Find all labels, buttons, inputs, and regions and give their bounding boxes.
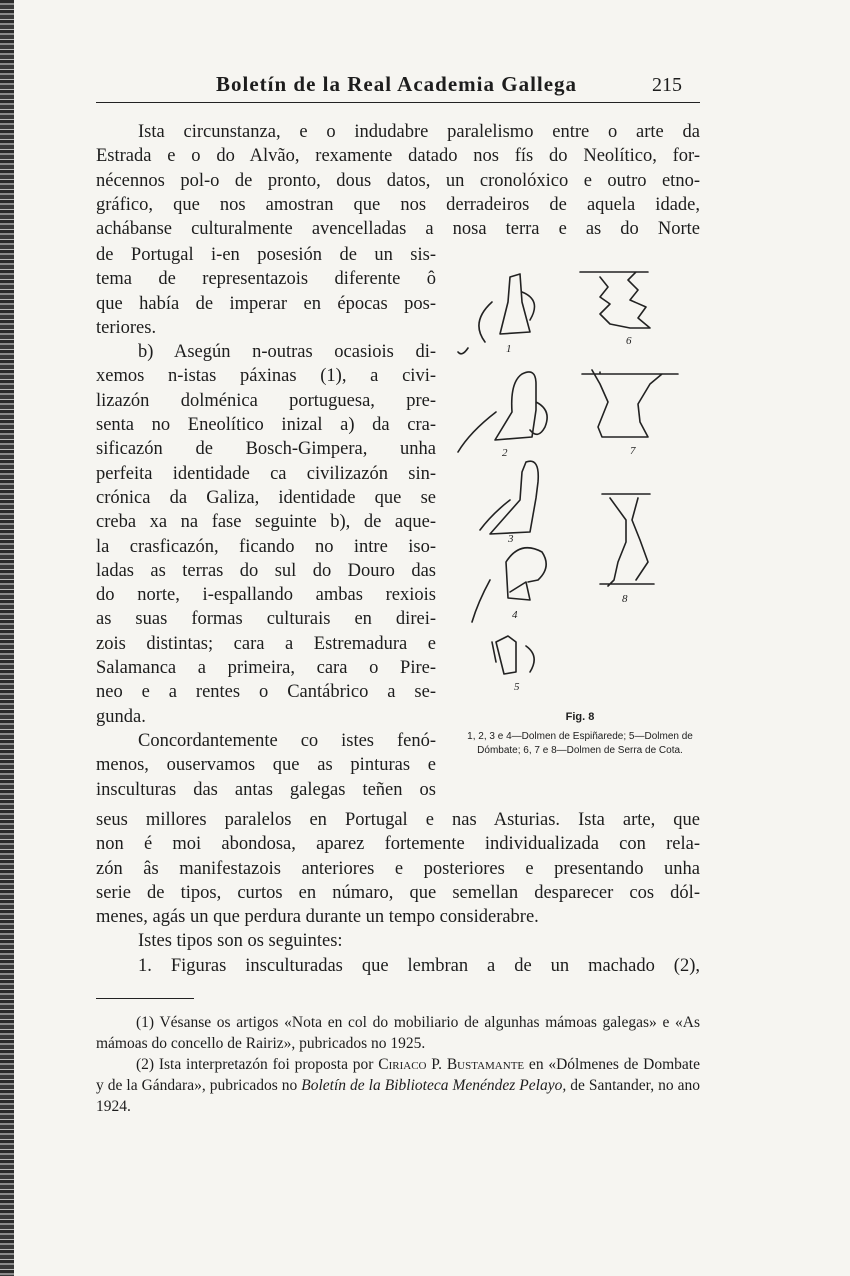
engraving-2: [458, 372, 547, 452]
text-line: 1. Figuras insculturadas que lembran a de un machado (2),: [138, 955, 700, 976]
text-line: ladas as terras do sul do Douro das: [96, 560, 436, 581]
text-line: b) Asegún n-outras ocasiois di-: [138, 342, 436, 363]
text-line: crónica da Galiza, identidade que se: [96, 487, 436, 508]
figure-number: 4: [512, 609, 518, 621]
figure-number: 5: [514, 681, 520, 693]
text-line: Estrada e o do Alvão, rexamente datado nos fís do Neolítico, for-: [96, 146, 700, 167]
footnote-2-text: en «Dólmenes de Dombate y de la Gándara», pubricados no: [96, 1056, 700, 1094]
text-line: zón âs manifestazois anteriores e posteriores e presentando unha: [96, 858, 700, 879]
running-header: [96, 70, 700, 106]
engraving-6: [580, 272, 650, 328]
text-line: perfeita identidade ca civilizazón sin-: [96, 463, 436, 484]
text-line: insculturas das antas galegas teñen os: [96, 779, 436, 800]
engraving-3: [480, 461, 538, 534]
text-line: menos, ouservamos que as pinturas e: [96, 755, 436, 776]
footnote-2-author: Ciriaco P. Bustamante: [378, 1056, 525, 1073]
text-line: tema de representazois diferente ô: [96, 269, 436, 290]
figure-number: 2: [502, 447, 508, 459]
figure-number: 7: [630, 445, 636, 457]
text-line: lizazón dolménica portuguesa, pre-: [96, 390, 436, 411]
body-text-column: [96, 243, 436, 802]
page-number: 215: [652, 74, 682, 96]
text-line: de Portugal i-en posesión de un sis-: [96, 245, 436, 265]
figure-caption-text: 1, 2, 3 e 4—Dolmen de Espiñarede; 5—Dolmen de Dómbate; 6, 7 e 8—Dolmen de Serra de Cota.: [467, 731, 693, 756]
footnote-1: (1) Vésanse os artigos «Nota en col do mobiliario de algunhas mámoas galegas» e «As mámoas do concello de Rairiz», pubricados no 1925.: [96, 1014, 700, 1052]
text-line: la crasficazón, ficando no intre iso-: [96, 536, 436, 557]
text-line: as suas formas culturais en direi-: [96, 609, 436, 630]
book-spine-edge: [0, 0, 14, 1276]
footnote-2-text: de Santander, no ano 1924.: [96, 1077, 700, 1115]
text-line: neo e a rentes o Cantábrico a se-: [96, 682, 436, 703]
figure-number: 1: [506, 343, 512, 355]
text-line: senta no Eneolítico inizal a) da cra-: [96, 415, 436, 436]
text-line: Ista circunstanza, e o indudabre paralelismo entre o arte da: [138, 122, 700, 142]
text-line: Concordantemente co istes fenó-: [138, 730, 436, 751]
figure-caption: [448, 710, 712, 758]
text-line: que había de imperar en épocas pos-: [96, 293, 436, 314]
figure-number: 8: [622, 593, 628, 605]
engraving-4: [472, 548, 546, 622]
text-line: creba xa na fase seguinte b), de aque-: [96, 512, 436, 533]
figure-label: Fig. 8: [565, 711, 595, 723]
engraving-5: [492, 636, 534, 674]
footnote-2: [96, 1054, 700, 1117]
footnote-2-text: (2) Ista interpretazón foi proposta por: [136, 1056, 379, 1073]
header-rule: [96, 102, 700, 103]
text-line: do norte, i-espallando ambas rexiois: [96, 585, 436, 606]
text-line: Salamanca a primeira, cara o Pire-: [96, 658, 436, 679]
engraving-8: [600, 494, 654, 586]
footnotes: [96, 1012, 700, 1117]
text-line: xemos n-istas páxinas (1), a civi-: [96, 366, 436, 387]
text-line: gunda.: [96, 706, 146, 727]
text-line: sificazón de Bosch-Gimpera, unha: [96, 439, 436, 460]
text-line: non é moi abondosa, aparez fortemente individualizada con rela-: [96, 834, 700, 855]
text-line: menes, agás un que perdura durante un tempo considerabre.: [96, 907, 539, 928]
journal-title: Boletín de la Real Academia Gallega: [216, 72, 578, 96]
engraving-7: [582, 370, 678, 437]
text-line: gráfico, que nos amostran que nos derradeiros de aquela idade,: [96, 194, 700, 215]
body-text-bottom: [96, 808, 700, 978]
figure-number: 3: [508, 533, 514, 545]
text-line: nécennos pol-o de pronto, dous datos, un cronolóxico e outro etno-: [96, 170, 700, 191]
footnote-2-journal: Boletín de la Biblioteca Menéndez Pelayo,: [301, 1077, 567, 1094]
text-line: seus millores paralelos en Portugal e nas Asturias. Ista arte, que: [96, 810, 700, 830]
text-line: zois distintas; cara a Estremadura e: [96, 633, 436, 654]
footnote-rule: [96, 998, 194, 999]
text-line: achábanse culturalmente avencelladas a nosa terra e as do Norte: [96, 219, 700, 240]
engraving-1: [458, 274, 535, 354]
text-line: serie de tipos, curtos en númaro, que semellan desparecer cos dól-: [96, 882, 700, 903]
text-line: Istes tipos son os seguintes:: [138, 931, 343, 952]
figure-8-illustration: [450, 262, 710, 702]
figure-number: 6: [626, 335, 632, 347]
body-text-top: [96, 120, 700, 241]
text-line: teriores.: [96, 317, 157, 338]
